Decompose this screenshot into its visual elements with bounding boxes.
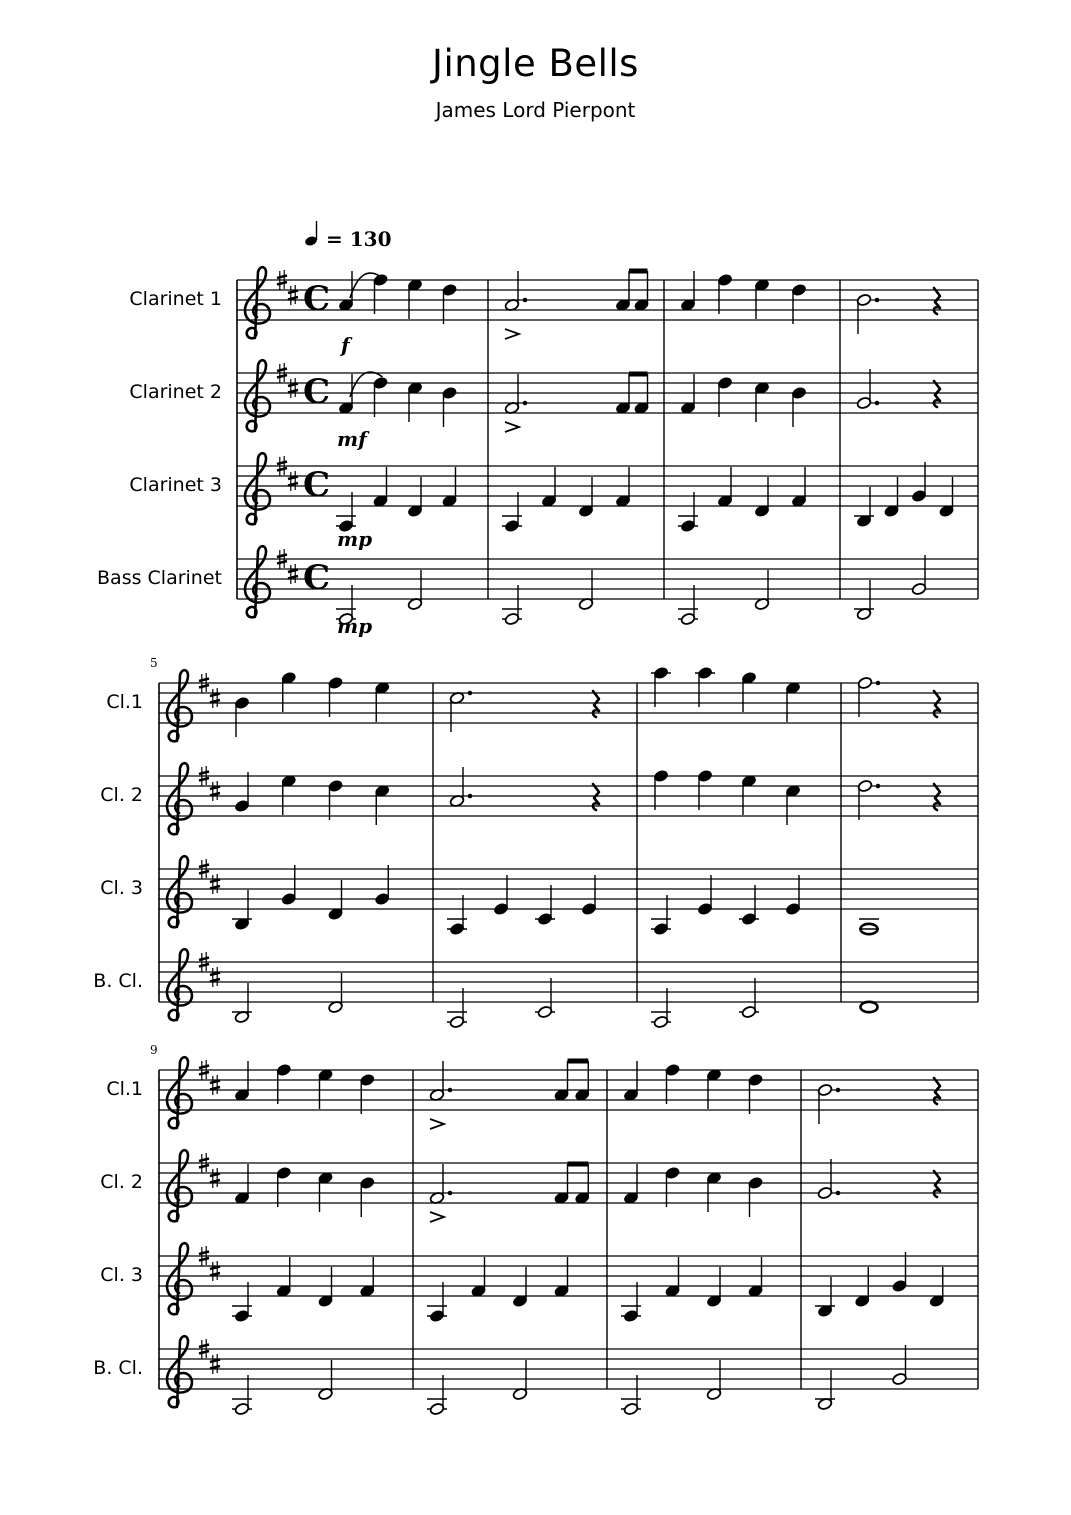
note bbox=[621, 1375, 641, 1416]
note bbox=[281, 865, 297, 906]
note bbox=[634, 374, 650, 415]
whole-note bbox=[861, 1002, 878, 1012]
treble-clef-icon bbox=[167, 1057, 192, 1128]
dot bbox=[523, 298, 528, 303]
sharp-icon bbox=[210, 781, 220, 801]
note bbox=[234, 1164, 250, 1205]
note bbox=[234, 1061, 250, 1102]
note bbox=[427, 1282, 447, 1323]
treble-clef-icon bbox=[167, 763, 192, 834]
note bbox=[281, 671, 297, 712]
note bbox=[276, 1257, 292, 1298]
note bbox=[447, 988, 467, 1029]
staff-clarinet-3 bbox=[100, 856, 978, 962]
note bbox=[502, 585, 522, 626]
staff-clarinet-1 bbox=[106, 1057, 978, 1163]
note bbox=[706, 1360, 722, 1401]
dot bbox=[523, 401, 528, 406]
note bbox=[429, 1061, 452, 1129]
dot bbox=[876, 784, 881, 789]
note bbox=[504, 271, 527, 339]
note bbox=[407, 278, 423, 319]
note bbox=[697, 875, 713, 916]
note bbox=[318, 1360, 334, 1401]
note bbox=[706, 1171, 722, 1212]
sharp-icon bbox=[210, 1261, 220, 1281]
dot bbox=[448, 1191, 453, 1196]
note bbox=[427, 1375, 447, 1416]
note bbox=[854, 1267, 870, 1308]
note bbox=[554, 1061, 570, 1102]
note bbox=[815, 1277, 835, 1318]
note bbox=[680, 271, 696, 312]
note bbox=[892, 1345, 908, 1386]
treble-clef-icon bbox=[245, 546, 270, 617]
note bbox=[442, 283, 458, 324]
note bbox=[232, 1375, 252, 1416]
note bbox=[785, 875, 801, 916]
note bbox=[785, 681, 801, 722]
note bbox=[541, 467, 557, 508]
note bbox=[359, 1176, 375, 1217]
treble-clef-icon bbox=[167, 856, 192, 927]
note bbox=[739, 885, 759, 926]
note bbox=[373, 273, 389, 314]
note bbox=[791, 467, 807, 508]
note bbox=[884, 477, 900, 518]
note bbox=[535, 885, 555, 926]
note bbox=[665, 1166, 681, 1207]
dynamic-mp: mp bbox=[337, 527, 373, 551]
note bbox=[815, 1370, 835, 1411]
note bbox=[512, 1267, 528, 1308]
measure-number: 5 bbox=[150, 656, 158, 670]
staff-clarinet-2 bbox=[100, 1150, 978, 1256]
staff-bass-clarinet bbox=[93, 1336, 978, 1416]
note bbox=[754, 570, 770, 611]
staff-clarinet-2 bbox=[129, 360, 978, 466]
treble-clef-icon bbox=[167, 949, 192, 1020]
composer-name: James Lord Pierpont bbox=[435, 98, 636, 122]
note bbox=[854, 487, 874, 528]
note bbox=[856, 369, 879, 410]
note bbox=[623, 1164, 639, 1205]
dot bbox=[468, 794, 473, 799]
note bbox=[717, 467, 733, 508]
note bbox=[232, 1282, 252, 1323]
treble-clef-icon bbox=[167, 1243, 192, 1314]
system bbox=[93, 656, 978, 1029]
note bbox=[856, 293, 879, 334]
note bbox=[739, 978, 759, 1019]
note bbox=[374, 784, 390, 825]
note bbox=[706, 1068, 722, 1109]
note bbox=[615, 374, 631, 415]
instrument-label: Cl. 2 bbox=[100, 784, 143, 806]
note bbox=[791, 386, 807, 427]
note bbox=[651, 988, 671, 1029]
note bbox=[717, 273, 733, 314]
instrument-label: Clarinet 2 bbox=[129, 381, 222, 403]
instrument-label: Cl. 3 bbox=[100, 1264, 143, 1286]
sharp-icon bbox=[210, 874, 220, 894]
note bbox=[754, 278, 770, 319]
note bbox=[234, 696, 250, 737]
staff-clarinet-1 bbox=[129, 267, 978, 373]
note bbox=[717, 376, 733, 417]
note bbox=[554, 1164, 570, 1205]
note bbox=[318, 1068, 334, 1109]
common-time-icon: C bbox=[303, 372, 331, 412]
sharp-icon bbox=[210, 967, 220, 987]
note bbox=[678, 585, 698, 626]
note bbox=[857, 676, 880, 717]
score-title: Jingle Bells bbox=[432, 42, 639, 85]
note bbox=[449, 767, 472, 808]
staff-clarinet-3 bbox=[129, 453, 978, 559]
note bbox=[232, 983, 252, 1024]
note bbox=[232, 890, 252, 931]
dot bbox=[876, 681, 881, 686]
note bbox=[892, 1252, 908, 1293]
note bbox=[578, 570, 594, 611]
note bbox=[911, 555, 927, 596]
note bbox=[754, 381, 770, 422]
sharp-icon bbox=[210, 1075, 220, 1095]
note bbox=[318, 1267, 334, 1308]
treble-clef-icon bbox=[167, 670, 192, 741]
instrument-label: Clarinet 1 bbox=[129, 288, 222, 310]
treble-clef-icon bbox=[167, 1150, 192, 1221]
systems-layer bbox=[93, 267, 978, 1416]
note bbox=[741, 671, 757, 712]
accent-mark bbox=[430, 1119, 444, 1129]
note bbox=[680, 374, 696, 415]
dot bbox=[875, 298, 880, 303]
system bbox=[93, 1043, 978, 1416]
instrument-label: Cl.1 bbox=[106, 691, 143, 713]
note bbox=[817, 1083, 840, 1124]
treble-clef-icon bbox=[245, 267, 270, 338]
note bbox=[442, 467, 458, 508]
note bbox=[653, 769, 669, 810]
note bbox=[634, 271, 650, 312]
note bbox=[785, 784, 801, 825]
instrument-label: Bass Clarinet bbox=[97, 567, 222, 589]
note bbox=[328, 779, 344, 820]
note bbox=[651, 895, 671, 936]
note bbox=[678, 492, 698, 533]
note bbox=[318, 1171, 334, 1212]
note bbox=[234, 772, 250, 813]
note bbox=[374, 865, 390, 906]
note bbox=[276, 1063, 292, 1104]
note bbox=[493, 875, 509, 916]
sharp-icon bbox=[288, 285, 298, 305]
note bbox=[615, 467, 631, 508]
note bbox=[911, 462, 927, 503]
dot bbox=[836, 1191, 841, 1196]
note bbox=[373, 376, 389, 417]
note bbox=[574, 1164, 590, 1205]
note bbox=[623, 1061, 639, 1102]
note bbox=[554, 1257, 570, 1298]
note bbox=[665, 1063, 681, 1104]
note bbox=[621, 1282, 641, 1323]
note bbox=[741, 774, 757, 815]
note bbox=[578, 477, 594, 518]
accent-mark bbox=[505, 422, 519, 432]
note bbox=[939, 477, 955, 518]
note bbox=[535, 978, 555, 1019]
note bbox=[512, 1360, 528, 1401]
note bbox=[857, 779, 880, 820]
note bbox=[695, 666, 715, 707]
note bbox=[328, 880, 344, 921]
note bbox=[748, 1257, 764, 1298]
note bbox=[449, 691, 472, 732]
treble-clef-icon bbox=[245, 453, 270, 524]
sharp-icon bbox=[210, 1168, 220, 1188]
accent-mark bbox=[505, 329, 519, 339]
note bbox=[359, 1257, 375, 1298]
note bbox=[359, 1073, 375, 1114]
note bbox=[581, 875, 597, 916]
note bbox=[502, 492, 522, 533]
common-time-icon: C bbox=[303, 279, 331, 319]
staff-clarinet-1 bbox=[106, 666, 978, 776]
sharp-icon bbox=[210, 1354, 220, 1374]
note bbox=[748, 1073, 764, 1114]
instrument-label: Cl. 3 bbox=[100, 877, 143, 899]
dot bbox=[448, 1088, 453, 1093]
staff-clarinet-2 bbox=[100, 763, 978, 869]
dynamic-mp: mp bbox=[337, 614, 373, 638]
system bbox=[97, 267, 978, 626]
note bbox=[328, 973, 344, 1014]
note bbox=[281, 774, 297, 815]
staff-clarinet-3 bbox=[100, 1243, 978, 1349]
sharp-icon bbox=[288, 378, 298, 398]
note bbox=[471, 1257, 487, 1298]
instrument-label: B. Cl. bbox=[93, 970, 143, 992]
note bbox=[276, 1166, 292, 1207]
dot bbox=[836, 1088, 841, 1093]
treble-clef-icon bbox=[245, 360, 270, 431]
instrument-label: Clarinet 3 bbox=[129, 474, 222, 496]
note bbox=[861, 1002, 878, 1012]
sharp-icon bbox=[288, 471, 298, 491]
instrument-label: Cl.1 bbox=[106, 1078, 143, 1100]
measure-number: 9 bbox=[150, 1043, 158, 1057]
note bbox=[615, 271, 631, 312]
note bbox=[374, 681, 390, 722]
note bbox=[328, 676, 344, 717]
sharp-icon bbox=[210, 688, 220, 708]
note bbox=[651, 666, 671, 707]
note bbox=[854, 580, 874, 621]
note bbox=[407, 477, 423, 518]
dot bbox=[468, 691, 473, 696]
accent-mark bbox=[430, 1212, 444, 1222]
treble-clef-icon bbox=[167, 1336, 192, 1407]
common-time-icon: C bbox=[303, 465, 331, 505]
staff-bass-clarinet bbox=[93, 949, 978, 1029]
note bbox=[407, 570, 423, 611]
dynamic-f: f bbox=[341, 333, 350, 357]
note bbox=[442, 386, 458, 427]
note bbox=[706, 1267, 722, 1308]
note bbox=[407, 381, 423, 422]
sharp-icon bbox=[288, 564, 298, 584]
note bbox=[859, 919, 879, 934]
tempo-text: = 130 bbox=[326, 227, 392, 251]
note bbox=[665, 1257, 681, 1298]
dot bbox=[875, 401, 880, 406]
note bbox=[791, 283, 807, 324]
note bbox=[447, 895, 467, 936]
instrument-label: B. Cl. bbox=[93, 1357, 143, 1379]
staff-bass-clarinet bbox=[97, 546, 978, 626]
note bbox=[817, 1159, 840, 1200]
note bbox=[373, 467, 389, 508]
tempo-marking bbox=[304, 221, 392, 251]
note bbox=[929, 1267, 945, 1308]
note bbox=[748, 1176, 764, 1217]
common-time-icon: C bbox=[303, 558, 331, 598]
note bbox=[697, 769, 713, 810]
instrument-label: Cl. 2 bbox=[100, 1171, 143, 1193]
note bbox=[574, 1061, 590, 1102]
note bbox=[754, 477, 770, 518]
dynamic-mf: mf bbox=[337, 427, 367, 451]
